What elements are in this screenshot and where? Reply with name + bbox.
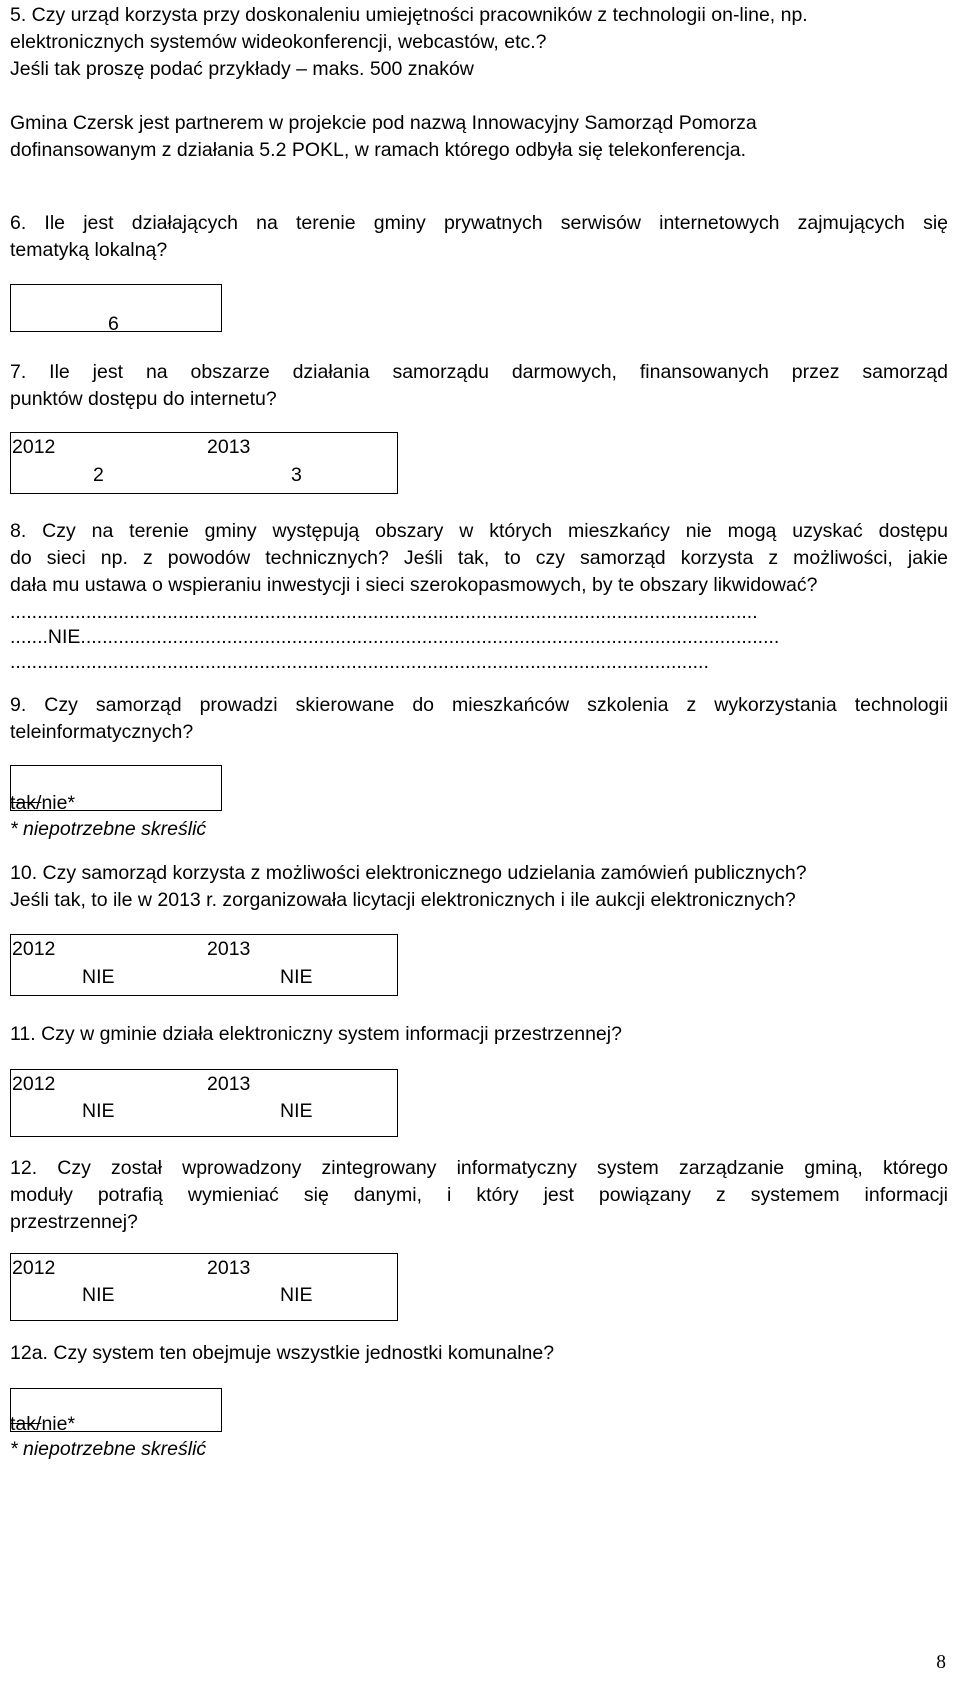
question-5-text-line-3: Jeśli tak proszę podać przykłady – maks. 500 znaków — [10, 58, 474, 80]
year-2012-label: 2012 — [12, 1073, 56, 1095]
value-2013: 3 — [291, 464, 302, 486]
question-12a-text: 12a. Czy system ten obejmuje wszystkie jednostki komunalne? — [10, 1342, 555, 1364]
footnote: * niepotrzebne skreślić — [10, 818, 207, 840]
struck-option: tak/ — [10, 1413, 42, 1435]
answer-table — [10, 1069, 398, 1137]
year-2013-label: 2013 — [207, 436, 251, 458]
question-8-text-line-1: 8. Czy na terenie gminy występują obszary w których mieszkańcy nie mogą uzyskać dostępu — [10, 520, 948, 542]
answer-table — [10, 432, 398, 494]
question-10-text-line-2: Jeśli tak, to ile w 2013 r. zorganizowała licytacji elektronicznych i ile aukcji elektronicznych? — [10, 889, 796, 911]
question-8-text-line-3: dała mu ustawa o wspieraniu inwestycji i sieci szerokopasmowych, by te obszary likwidować? — [10, 574, 818, 596]
value-2013: NIE — [280, 1100, 313, 1122]
year-2013-label: 2013 — [207, 1073, 251, 1095]
struck-option: tak/ — [10, 792, 42, 814]
question-10-text-line-1: 10. Czy samorząd korzysta z możliwości elektronicznego udzielania zamówień publicznych? — [10, 862, 807, 884]
question-5-text-line-2: elektronicznych systemów wideokonferencji, webcastów, etc.? — [10, 31, 547, 53]
answer-choice — [10, 790, 75, 817]
selected-option: nie* — [41, 792, 76, 814]
year-2012-label: 2012 — [12, 1257, 56, 1279]
question-5-answer-line-2: dofinansowanym z działania 5.2 POKL, w ramach którego odbyła się telekonferencja. — [10, 139, 746, 161]
answer-table — [10, 934, 398, 996]
question-6-text-line-1: 6. Ile jest działających na terenie gminy prywatnych serwisów internetowych zajmujących się — [10, 212, 948, 234]
question-9-text-line-1: 9. Czy samorząd prowadzi skierowane do mieszkańców szkolenia z wykorzystania technologii — [10, 694, 948, 716]
answer-dots-line-1: .......................................................................................................................................... — [10, 601, 758, 623]
question-7-text-line-1: 7. Ile jest na obszarze działania samorządu darmowych, finansowanych przez samorząd — [10, 361, 948, 383]
answer-value: 6 — [108, 313, 119, 335]
selected-option: nie* — [41, 1413, 76, 1435]
question-8-text-line-2: do sieci np. z powodów technicznych? Jeśli tak, to czy samorząd korzysta z możliwości, jakie — [10, 547, 948, 569]
page-number: 8 — [936, 1652, 946, 1673]
answer-choice — [10, 1411, 75, 1438]
answer-table — [10, 1253, 398, 1321]
footnote: * niepotrzebne skreślić — [10, 1438, 207, 1460]
value-2012: NIE — [82, 1284, 115, 1306]
answer-dots-line-2: .......NIE................................................................................................................................. — [10, 626, 780, 648]
value-2013: NIE — [280, 1284, 313, 1306]
question-7-text-line-2: punktów dostępu do internetu? — [10, 388, 277, 410]
question-5-answer-line-1: Gmina Czersk jest partnerem w projekcie pod nazwą Innowacyjny Samorząd Pomorza — [10, 112, 757, 134]
question-12-text-line-3: przestrzennej? — [10, 1211, 138, 1233]
year-2012-label: 2012 — [12, 938, 56, 960]
question-6-text-line-2: tematyką lokalną? — [10, 239, 168, 261]
question-12-text-line-2: moduły potrafią wymieniać się danymi, i który jest powiązany z systemem informacji — [10, 1184, 948, 1206]
year-2013-label: 2013 — [207, 1257, 251, 1279]
value-2012: 2 — [93, 464, 104, 486]
answer-dots-line-3: ................................................................................................................................. — [10, 651, 709, 673]
question-12-text-line-1: 12. Czy został wprowadzony zintegrowany informatyczny system zarządzanie gminą, którego — [10, 1157, 948, 1179]
value-2012: NIE — [82, 1100, 115, 1122]
question-11-text: 11. Czy w gminie działa elektroniczny system informacji przestrzennej? — [10, 1023, 622, 1045]
year-2012-label: 2012 — [12, 436, 56, 458]
question-5-text-line-1: 5. Czy urząd korzysta przy doskonaleniu umiejętności pracowników z technologii on-line, np. — [10, 4, 808, 26]
value-2012: NIE — [82, 966, 115, 988]
value-2013: NIE — [280, 966, 313, 988]
year-2013-label: 2013 — [207, 938, 251, 960]
question-9-text-line-2: teleinformatycznych? — [10, 721, 194, 743]
